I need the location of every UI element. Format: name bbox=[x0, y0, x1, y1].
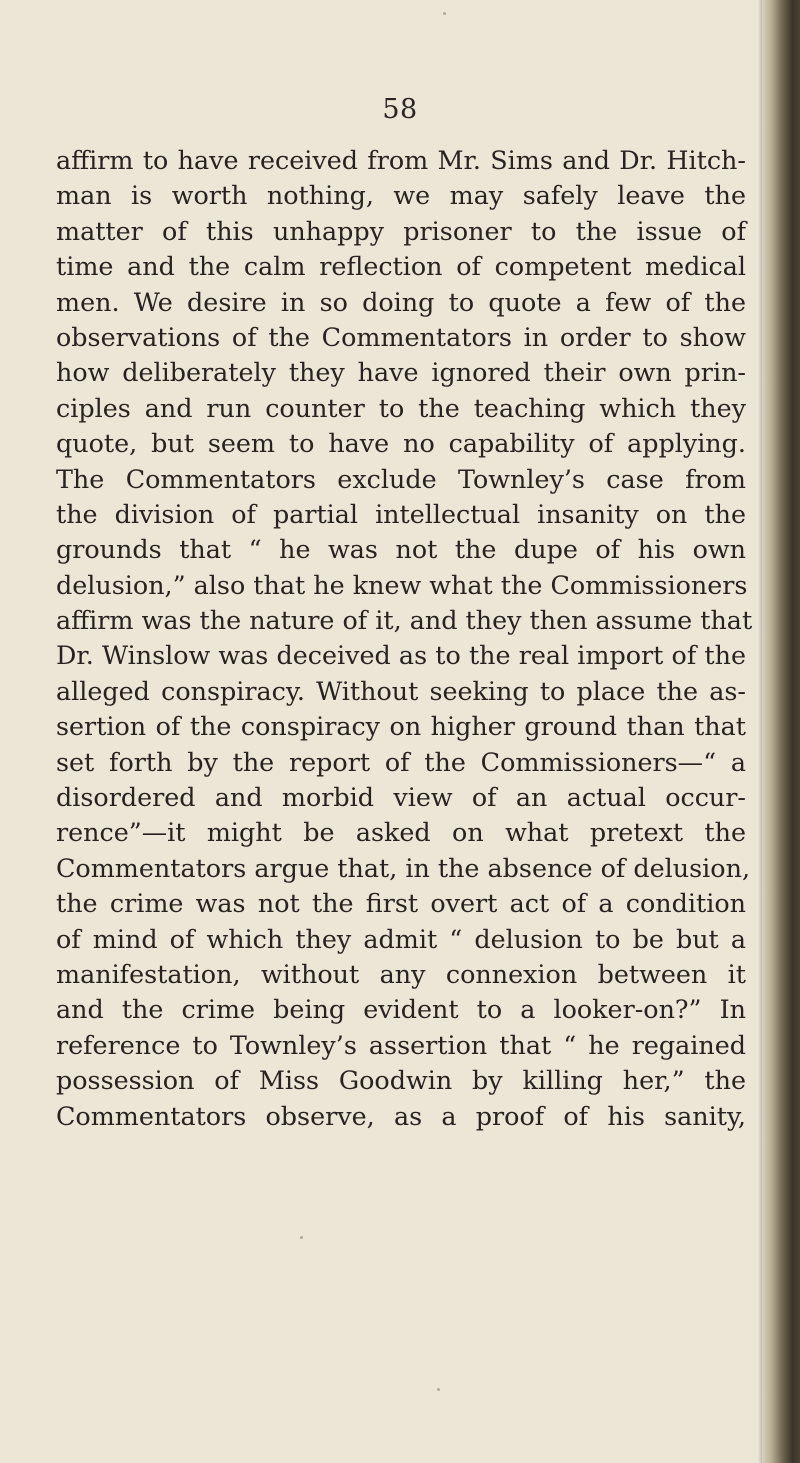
body-text bbox=[56, 143, 753, 1134]
text-line: quote, but seem to have no capability of applying. bbox=[56, 428, 746, 459]
text-line: delusion,” also that he knew what the Commissioners bbox=[56, 569, 748, 600]
text-line: the division of partial intellectual insanity on the bbox=[56, 498, 746, 529]
text-line: affirm was the nature of it, and they then assume that bbox=[56, 605, 753, 636]
text-line: The Commentators exclude Townley’s case from bbox=[56, 463, 746, 494]
text-line: affirm to have received from Mr. Sims and Dr. Hitch- bbox=[56, 145, 746, 175]
text-line: observations of the Commentators in order to show bbox=[56, 321, 746, 352]
text-line: set forth by the report of the Commissioners—“ a bbox=[56, 746, 746, 777]
paper-speck bbox=[443, 12, 446, 15]
text-line: possession of Miss Goodwin by killing her,” the bbox=[56, 1065, 746, 1096]
paper-speck bbox=[300, 1236, 303, 1239]
text-line: ciples and run counter to the teaching which they bbox=[56, 392, 746, 423]
text-line: men. We desire in so doing to quote a few of the bbox=[56, 286, 746, 317]
book-spine-edge bbox=[762, 0, 800, 1463]
text-line: grounds that “ he was not the dupe of his own bbox=[56, 534, 746, 565]
text-line: rence”—it might be asked on what pretext the bbox=[56, 817, 746, 848]
paper-speck bbox=[437, 1388, 440, 1391]
text-line: alleged conspiracy. Without seeking to place the as- bbox=[56, 675, 746, 706]
text-line: Commentators observe, as a proof of his sanity, bbox=[56, 1100, 746, 1131]
text-line: matter of this unhappy prisoner to the issue of bbox=[56, 215, 746, 246]
text-line: Commentators argue that, in the absence of delusion, bbox=[56, 852, 751, 883]
text-line: time and the calm reflection of competent medical bbox=[56, 251, 746, 282]
text-line: how deliberately they have ignored their own prin- bbox=[56, 357, 746, 388]
text-line: reference to Townley’s assertion that “ he regained bbox=[56, 1029, 746, 1060]
text-line: man is worth nothing, we may safely leave the bbox=[56, 180, 746, 211]
text-line: and the crime being evident to a looker-on?” In bbox=[56, 994, 746, 1025]
text-line: sertion of the conspiracy on higher ground than that bbox=[56, 711, 746, 742]
text-line: the crime was not the first overt act of a condition bbox=[56, 888, 746, 919]
text-line: disordered and morbid view of an actual occur- bbox=[56, 782, 746, 813]
page-number: 58 bbox=[382, 94, 418, 125]
text-line: Dr. Winslow was deceived as to the real import of the bbox=[56, 640, 746, 671]
text-line: of mind of which they admit “ delusion to be but a bbox=[56, 923, 746, 954]
text-line: manifestation, without any connexion between it bbox=[56, 958, 746, 989]
